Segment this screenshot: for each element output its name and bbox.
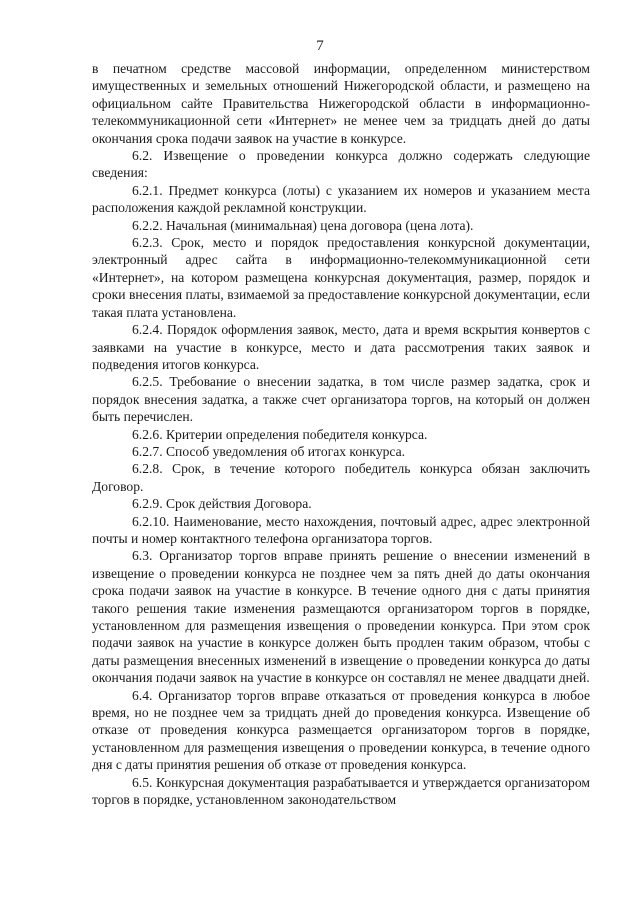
paragraph-6-4: 6.4. Организатор торгов вправе отказаться от проведения конкурса в любое время, но не позднее чем за тридцать дней до проведения конкурса. Извещение об отказе от проведения конкурса размещается организатором торгов в порядке, установленном для размещения извещения о проведении конкурса, в течение одного дня с даты принятия решения об отказе от проведения конкурса.	[92, 687, 590, 773]
page-number: 7	[316, 38, 324, 54]
paragraph-6-2-1: 6.2.1. Предмет конкурса (лоты) с указанием их номеров и указанием места расположения каждой рекламной конструкции.	[92, 182, 590, 216]
paragraph-6-2-7: 6.2.7. Способ уведомления об итогах конкурса.	[132, 443, 406, 459]
paragraph-continuation: в печатном средстве массовой информации, определенном министерством имущественных и земельных отношений Нижегородской области, и размещено на официальном сайте Правительства Нижегородской области в информационно-телекоммуникационной сети «Интернет» не менее чем за тридцать дней до даты окончания срока подачи заявок на участие в конкурсе.	[92, 61, 590, 146]
paragraph-6-2-10: 6.2.10. Наименование, место нахождения, почтовый адрес, адрес электронной почты и номер контактного телефона организатора торгов.	[92, 513, 590, 546]
paragraph-6-2: 6.2. Извещение о проведении конкурса должно содержать следующие сведения:	[92, 148, 590, 181]
paragraph-6-2-2: 6.2.2. Начальная (минимальная) цена договора (цена лота).	[132, 217, 474, 233]
paragraph-6-2-3: 6.2.3. Срок, место и порядок предоставления конкурсной документации, электронный адрес сайта в информационно-телекоммуникационной сети «Интернет», на котором размещена конкурсная документация, размер, порядок и сроки внесения платы, взимаемой за предоставление конкурсной документации, если такая плата установлена.	[92, 235, 590, 320]
paragraph-6-2-8: 6.2.8. Срок, в течение которого победитель конкурса обязан заключить Договор.	[92, 461, 590, 494]
paragraph-6-2-4: 6.2.4. Порядок оформления заявок, место, дата и время вскрытия конвертов с заявками на участие в конкурсе, место и дата рассмотрения таких заявок и подведения итогов конкурса.	[92, 322, 590, 372]
paragraph-6-3: 6.3. Организатор торгов вправе принять решение о внесении изменений в извещение о проведении конкурса не позднее чем за пять дней до даты окончания срока подачи заявок на участие в конкурсе. В течение одного дня с даты принятия такого решения такие изменения размещаются организатором торгов в порядке, установленном для размещения извещения о проведении конкурса. При этом срок подачи заявок на участие в конкурсе должен быть продлен таким образом, чтобы с даты размещения внесенных изменений в извещение о проведении конкурса до даты окончания подачи заявок на участие в конкурсе он составлял не менее двадцати дней.	[92, 548, 590, 686]
document-body	[92, 60, 590, 808]
paragraph-6-2-6: 6.2.6. Критерии определения победителя конкурса.	[132, 426, 428, 442]
paragraph-6-2-9: 6.2.9. Срок действия Договора.	[132, 496, 312, 512]
paragraph-6-5: 6.5. Конкурсная документация разрабатывается и утверждается организатором торгов в порядке, установленном законодательством	[92, 774, 590, 808]
paragraph-6-2-5: 6.2.5. Требование о внесении задатка, в том числе размер задатка, срок и порядок внесения задатка, а также счет организатора торгов, на который он должен быть перечислен.	[92, 374, 590, 425]
